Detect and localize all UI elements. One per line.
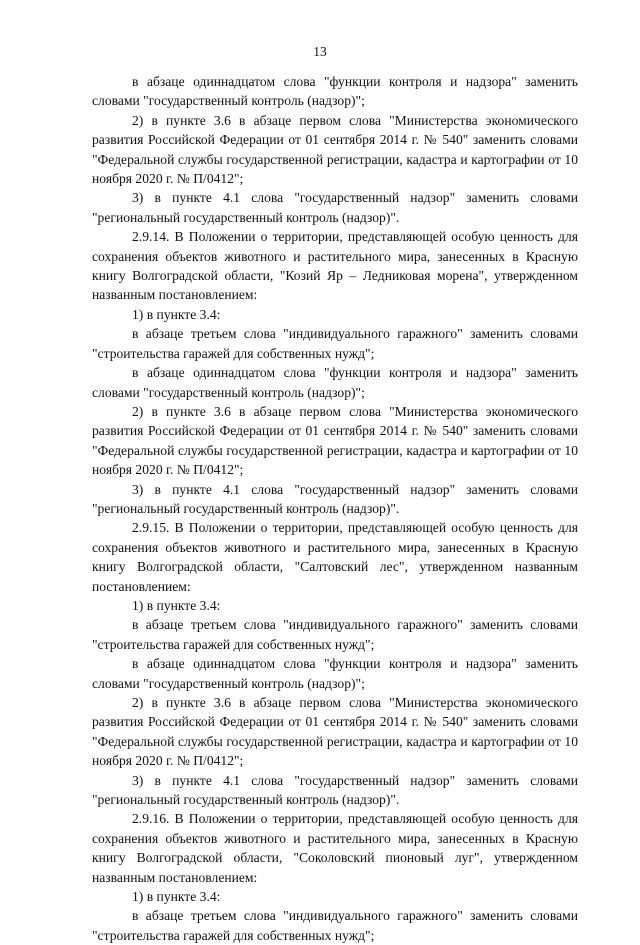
- page-number: 13: [313, 44, 327, 59]
- paragraph: в абзаце третьем слова "индивидуального гаражного" заменить словами "строительства гаражей для собственных нужд";: [92, 617, 578, 652]
- paragraph: в абзаце одиннадцатом слова "функции контроля и надзора" заменить словами "государственный контроль (надзор)";: [92, 656, 578, 691]
- paragraph: 3) в пункте 4.1 слова "государственный надзор" заменить словами "региональный государственный контроль (надзор)".: [92, 190, 578, 225]
- document-body: [92, 72, 578, 945]
- section-heading-paragraph: 2.9.16. В Положении о территории, представляющей особую ценность для сохранения объектов животного и растительного мира, занесенных в Красную книгу Волгоградской области, "Соколовский пионовый луг", утвержденном названным постановлением:: [92, 811, 578, 885]
- paragraph: 1) в пункте 3.4:: [132, 889, 221, 905]
- section-heading-paragraph: 2.9.15. В Положении о территории, представляющей особую ценность для сохранения объектов животного и растительного мира, занесенных в Красную книгу Волгоградской области, "Салтовский лес", утвержденном названным постановлением:: [92, 520, 578, 594]
- paragraph: 1) в пункте 3.4:: [132, 597, 221, 613]
- paragraph: 1) в пункте 3.4:: [132, 306, 221, 322]
- section-heading-paragraph: 2.9.14. В Положении о территории, представляющей особую ценность для сохранения объектов животного и растительного мира, занесенных в Красную книгу Волгоградской области, "Козий Яр – Ледниковая морена", утвержденном названным постановлением:: [92, 229, 578, 303]
- paragraph: 2) в пункте 3.6 в абзаце первом слова "Министерства экономического развития Российской Федерации от 01 сентября 2014 г. № 540" заменить словами "Федеральной службы государственной регистрации, кадастра и картографии от 10 ноября 2020 г. № П/0412";: [92, 112, 578, 187]
- paragraph: в абзаце третьем слова "индивидуального гаражного" заменить словами "строительства гаражей для собственных нужд";: [92, 326, 578, 361]
- paragraph: 3) в пункте 4.1 слова "государственный надзор" заменить словами "региональный государственный контроль (надзор)".: [92, 772, 578, 808]
- paragraph: 3) в пункте 4.1 слова "государственный надзор" заменить словами "региональный государственный контроль (надзор)".: [92, 481, 578, 516]
- paragraph: в абзаце одиннадцатом слова "функции контроля и надзора" заменить словами "государственный контроль (надзор)";: [92, 74, 578, 109]
- paragraph: в абзаце третьем слова "индивидуального гаражного" заменить словами "строительства гаражей для собственных нужд";: [92, 908, 578, 943]
- paragraph: 2) в пункте 3.6 в абзаце первом слова "Министерства экономического развития Российской Федерации от 01 сентября 2014 г. № 540" заменить словами "Федеральной службы государственной регистрации, кадастра и картографии от 10 ноября 2020 г. № П/0412";: [92, 403, 578, 478]
- paragraph: 2) в пункте 3.6 в абзаце первом слова "Министерства экономического развития Российской Федерации от 01 сентября 2014 г. № 540" заменить словами "Федеральной службы государственной регистрации, кадастра и картографии от 10 ноября 2020 г. № П/0412";: [92, 695, 578, 769]
- paragraph: в абзаце одиннадцатом слова "функции контроля и надзора" заменить словами "государственный контроль (надзор)";: [92, 365, 578, 400]
